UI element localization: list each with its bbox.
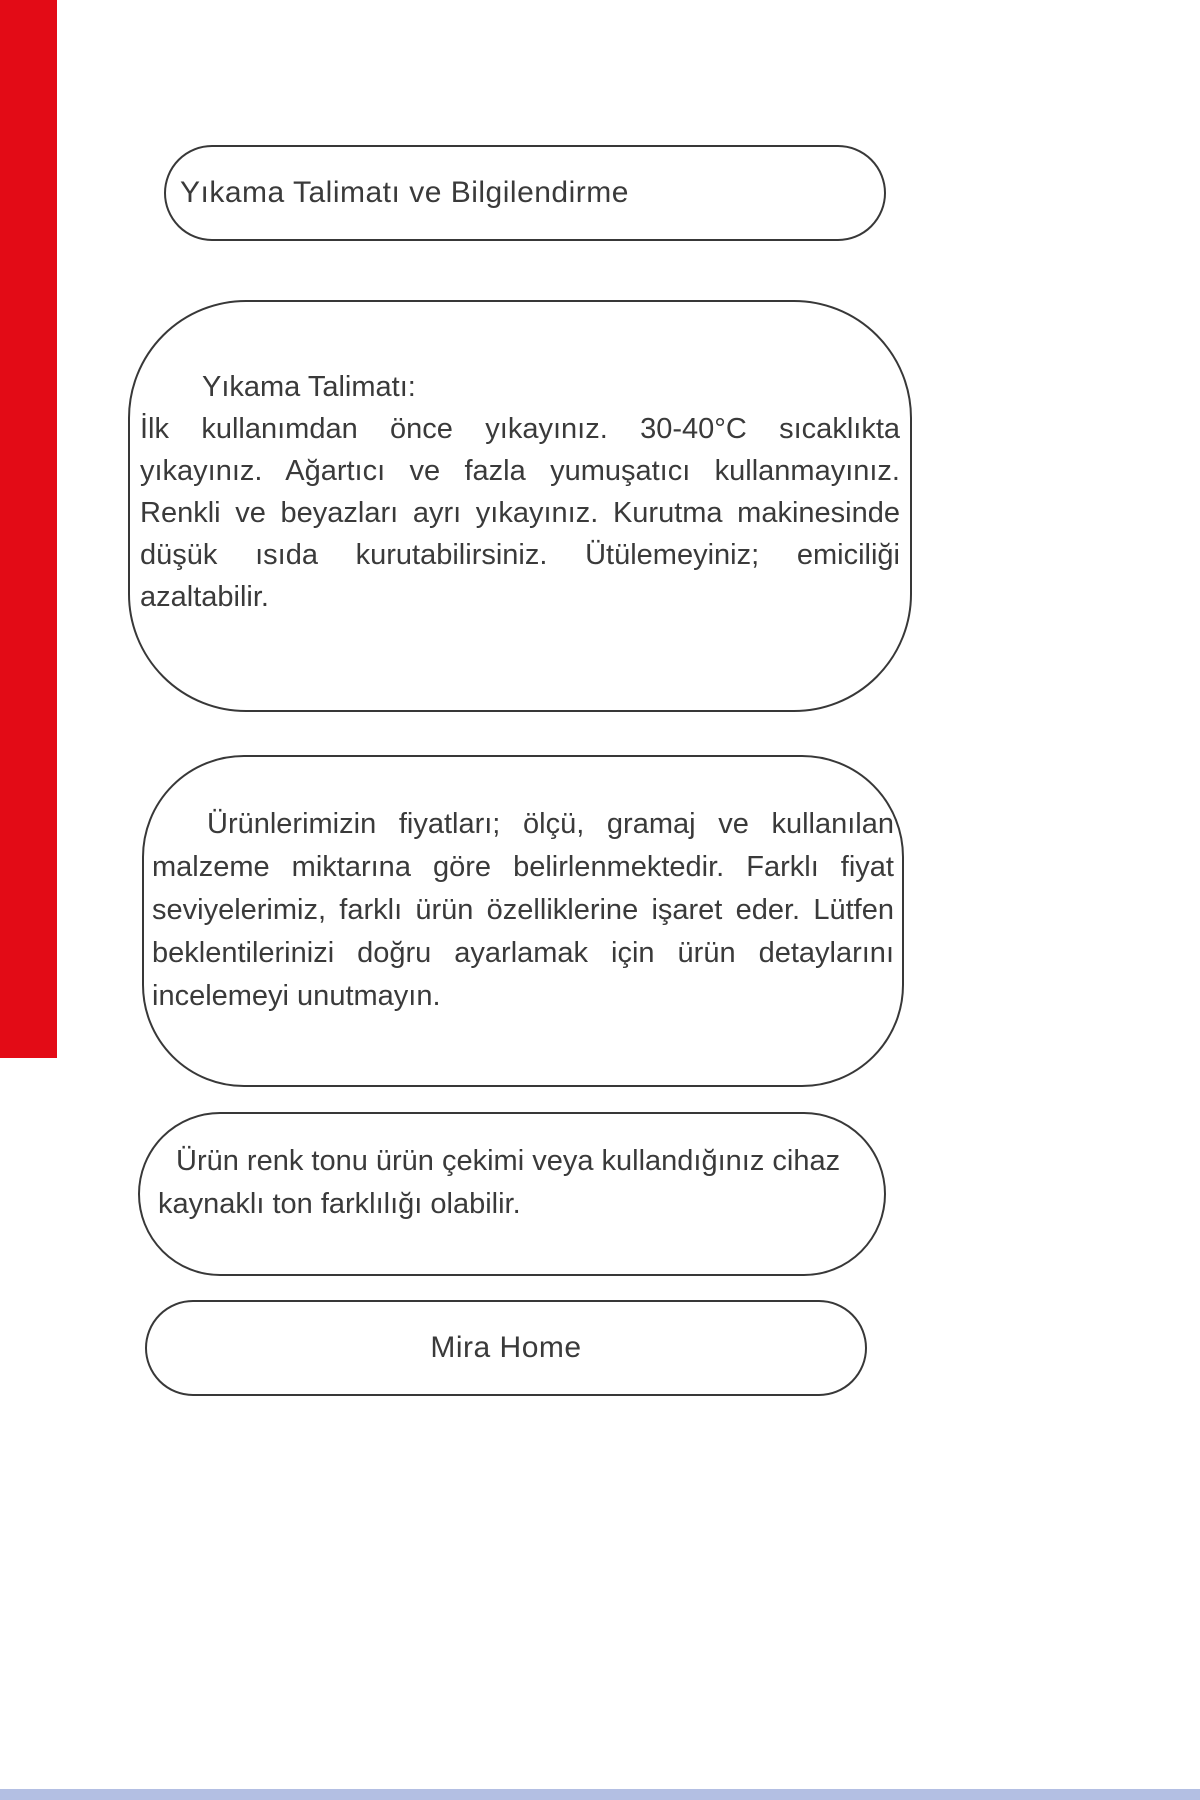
bottom-accent-bar <box>0 1789 1200 1800</box>
color-tone-note-text: Ürün renk tonu ürün çekimi veya kullandığınız cihaz kaynaklı ton farklılığı olabilir. <box>158 1145 841 1220</box>
wash-instructions-text: İlk kullanımdan önce yıkayınız. 30-40°C sıcaklıkta yıkayınız. Ağartıcı ve fazla yumuşatıcı kullanmayınız. Renkli ve beyazları ayrı yıkayınız. Kurutma makinesinde düşük ısıda kurutabilirsiniz. Ütülemeyiniz; emiciliği azaltabilir. <box>140 413 900 613</box>
wash-instructions-heading: Yıkama Talimatı: <box>202 371 416 403</box>
color-tone-note-box <box>138 1112 886 1276</box>
pricing-info-text: Ürünlerimizin fiyatları; ölçü, gramaj ve kullanılan malzeme miktarına göre belirlenmektedir. Farklı fiyat seviyelerimiz, farklı ürün özelliklerine işaret eder. Lütfen beklentilerinizi doğru ayarlamak için ürün detaylarını incelemeyi unutmayın. <box>152 808 894 1012</box>
left-accent-bar <box>0 0 57 1058</box>
title-box <box>164 145 886 241</box>
brand-name: Mira Home <box>430 1331 582 1364</box>
pricing-info-box <box>142 755 904 1087</box>
brand-box <box>145 1300 867 1396</box>
wash-instructions-box <box>128 300 912 712</box>
page-title: Yıkama Talimatı ve Bilgilendirme <box>180 176 629 209</box>
